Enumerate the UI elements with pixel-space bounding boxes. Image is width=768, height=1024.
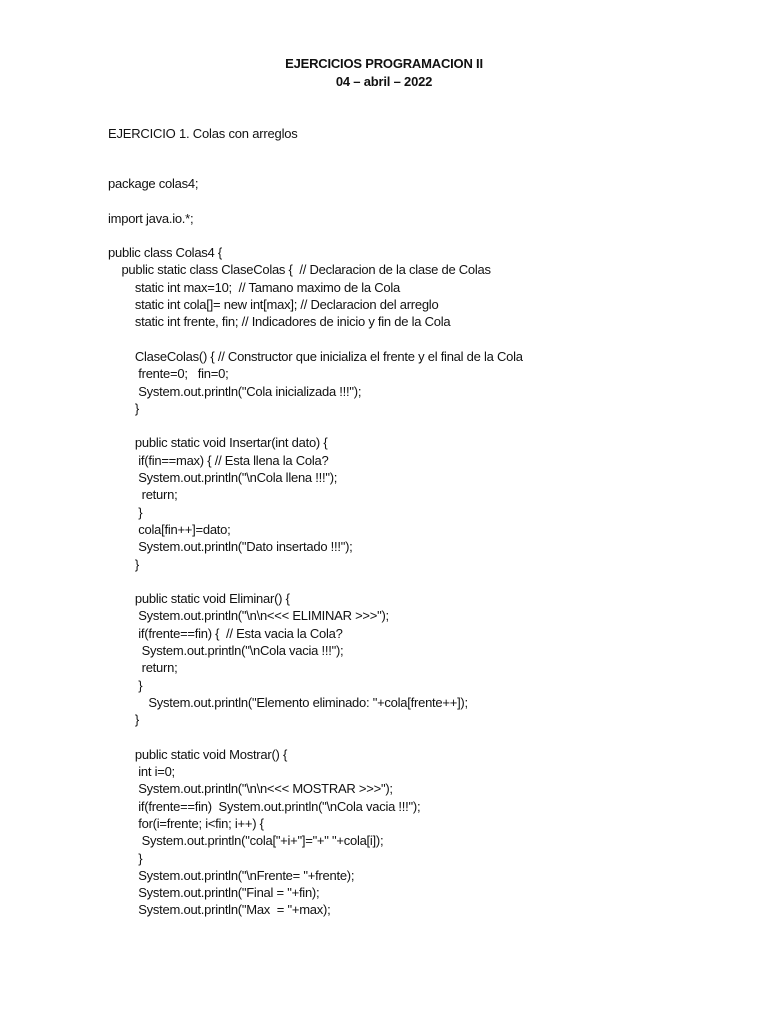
code-line: System.out.println("\nCola vacia !!!");	[108, 643, 344, 659]
code-line: System.out.println("\n\n<<< ELIMINAR >>>");	[108, 608, 389, 624]
code-line: static int cola[]= new int[max]; // Declaracion del arreglo	[108, 297, 439, 313]
code-line: System.out.println("Elemento eliminado: "+cola[frente++]);	[108, 694, 468, 710]
code-line: }	[108, 677, 143, 693]
code-line: package colas4;	[108, 176, 199, 191]
code-line: public static void Mostrar() {	[108, 746, 288, 762]
code-line: System.out.println("\nCola llena !!!");	[108, 470, 338, 486]
code-line: }	[108, 556, 139, 572]
code-line: if(fin==max) { // Esta llena la Cola?	[108, 452, 329, 468]
code-line: System.out.println("Final = "+fin);	[108, 885, 320, 901]
code-line: if(frente==fin) System.out.println("\nCola vacia !!!");	[108, 798, 421, 814]
code-line: static int frente, fin; // Indicadores de inicio y fin de la Cola	[108, 314, 451, 330]
code-line: import java.io.*;	[108, 210, 194, 226]
code-line	[108, 331, 728, 348]
code-line: public static void Eliminar() {	[108, 591, 290, 607]
code-line: return;	[108, 660, 178, 676]
code-line: public class Colas4 {	[108, 245, 222, 261]
code-line	[108, 227, 728, 244]
code-line	[108, 192, 728, 209]
code-line: for(i=frente; i<fin; i++) {	[108, 815, 264, 831]
code-line: System.out.println("Max = "+max);	[108, 902, 331, 918]
code-line: public static class ClaseColas { // Declaracion de la clase de Colas	[108, 262, 491, 278]
code-line: if(frente==fin) { // Esta vacia la Cola?	[108, 625, 343, 641]
code-line: public static void Insertar(int dato) {	[108, 435, 328, 451]
code-line: System.out.println("Cola inicializada !!!");	[108, 383, 362, 399]
code-line: }	[108, 850, 143, 866]
code-line	[108, 417, 728, 434]
code-line: int i=0;	[108, 764, 175, 780]
code-line: System.out.println("cola["+i+"]="+" "+cola[i]);	[108, 833, 384, 849]
code-line: }	[108, 712, 139, 728]
document-date: 04 – abril – 2022	[335, 74, 433, 89]
code-line: System.out.println("\n\n<<< MOSTRAR >>>");	[108, 781, 393, 797]
code-line	[108, 729, 728, 746]
code-line: frente=0; fin=0;	[108, 366, 229, 382]
code-block	[108, 175, 728, 919]
code-line: }	[108, 400, 139, 416]
code-line: static int max=10; // Tamano maximo de la Cola	[108, 279, 401, 295]
document-title: EJERCICIOS PROGRAMACION II	[285, 56, 483, 71]
code-line: System.out.println("Dato insertado !!!");	[108, 539, 353, 555]
exercise-title: EJERCICIO 1. Colas con arreglos	[108, 126, 298, 141]
code-line: cola[fin++]=dato;	[108, 521, 231, 537]
code-line: System.out.println("\nFrente= "+frente);	[108, 867, 355, 883]
code-line	[108, 573, 728, 590]
code-line: ClaseColas() { // Constructor que inicializa el frente y el final de la Cola	[108, 348, 523, 364]
code-line: }	[108, 504, 143, 520]
code-line: return;	[108, 487, 178, 503]
